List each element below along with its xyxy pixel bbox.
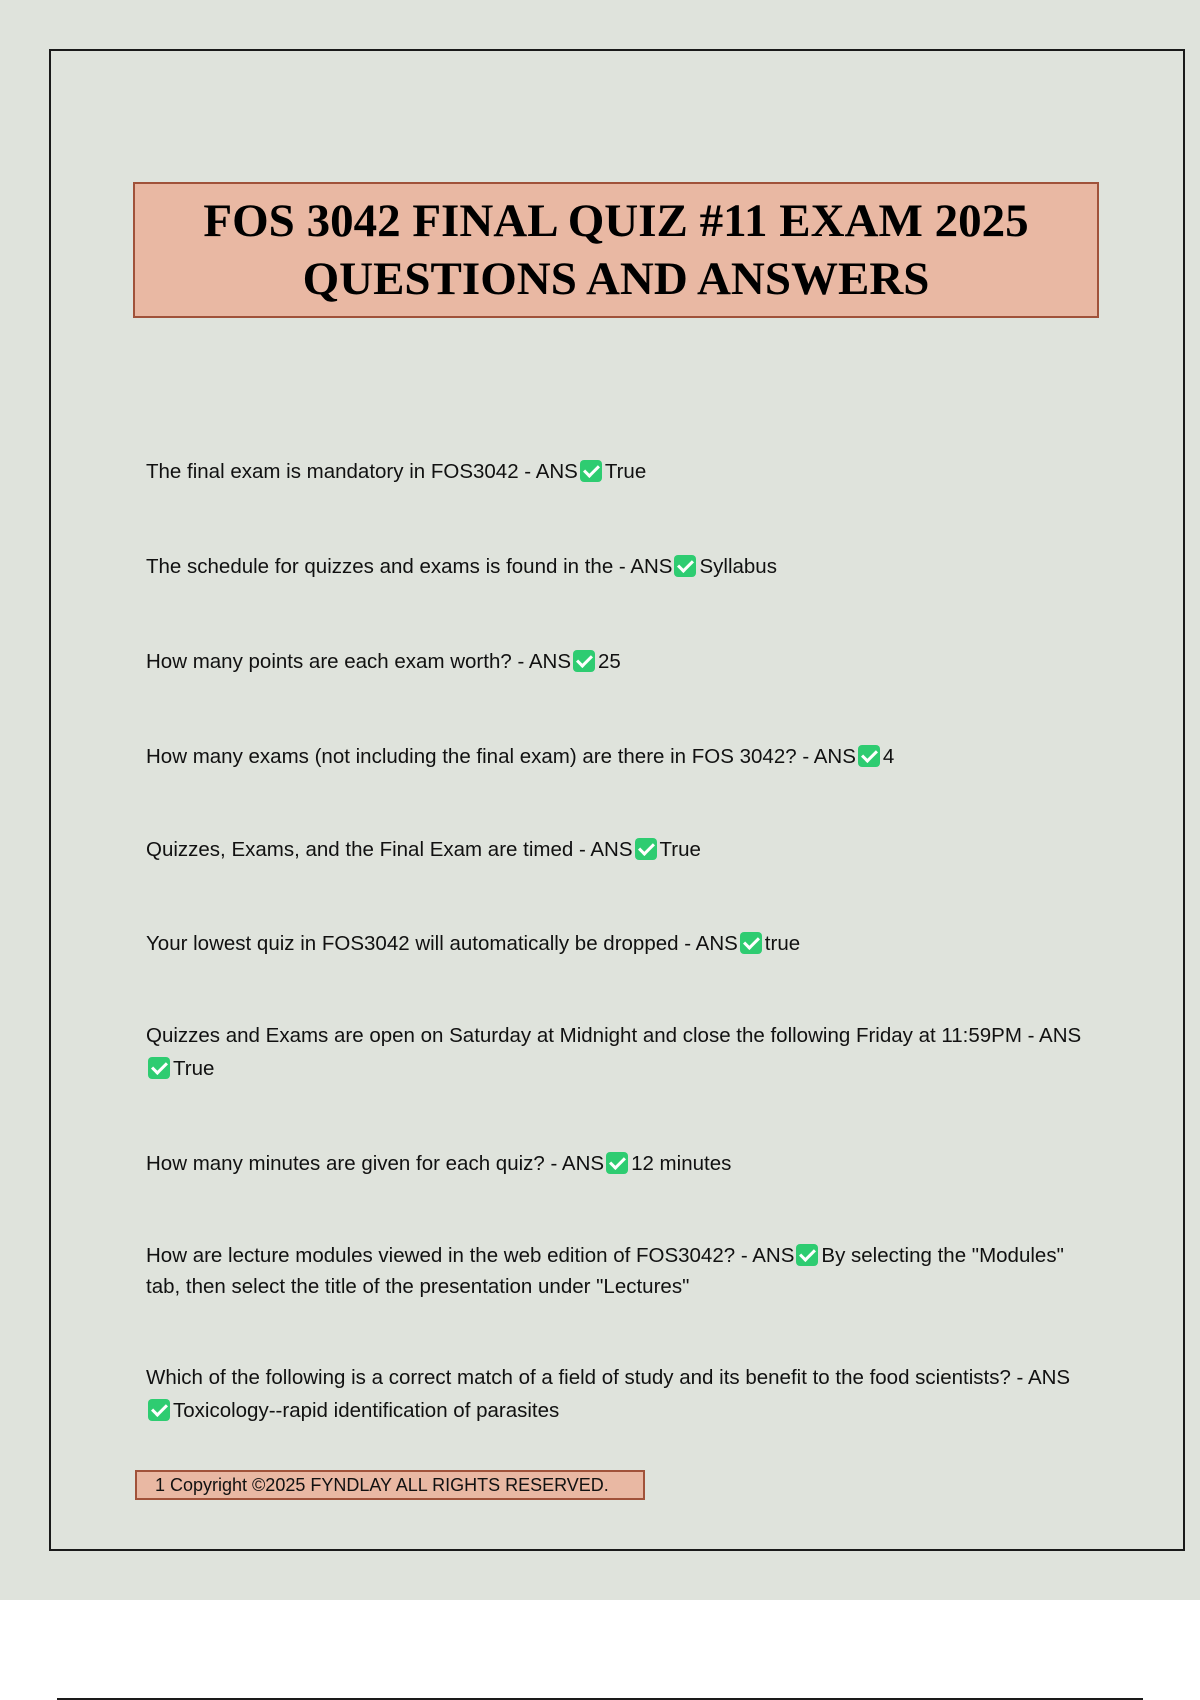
question-text: How many minutes are given for each quiz? - bbox=[146, 1152, 562, 1175]
answer-text: Toxicology--rapid identification of parasites bbox=[173, 1399, 560, 1422]
ans-label: ANS bbox=[752, 1244, 795, 1267]
answer-text: true bbox=[764, 932, 801, 955]
question-text: Your lowest quiz in FOS3042 will automatically be dropped - bbox=[146, 932, 696, 955]
qa-item bbox=[146, 1147, 1096, 1180]
question-text: The schedule for quizzes and exams is found in the - bbox=[146, 555, 631, 578]
ans-label: ANS bbox=[561, 1152, 605, 1175]
ans-label: ANS bbox=[590, 838, 633, 861]
check-box-icon bbox=[674, 555, 696, 577]
ans-label: ANS bbox=[630, 555, 673, 578]
qa-item bbox=[146, 833, 1096, 866]
ans-label: ANS bbox=[695, 932, 738, 955]
qa-item bbox=[146, 1019, 1096, 1085]
copyright-footer: 1 Copyright ©2025 FYNDLAY ALL RIGHTS RESERVED. bbox=[135, 1470, 645, 1500]
question-text: How are lecture modules viewed in the web edition of FOS3042? - bbox=[146, 1244, 753, 1267]
qa-item bbox=[146, 1361, 1096, 1427]
qa-item bbox=[146, 1240, 1096, 1302]
answer-text: 12 minutes bbox=[631, 1152, 732, 1175]
qa-item bbox=[146, 740, 1096, 773]
title-line-1: FOS 3042 FINAL QUIZ #11 EXAM 2025 bbox=[203, 195, 1029, 247]
check-box-icon bbox=[580, 460, 602, 482]
check-box-icon bbox=[148, 1057, 170, 1079]
qa-item bbox=[146, 550, 1096, 583]
check-box-icon bbox=[148, 1399, 170, 1421]
title-banner bbox=[133, 182, 1099, 318]
check-box-icon bbox=[606, 1152, 628, 1174]
check-box-icon bbox=[796, 1244, 818, 1266]
question-text: How many exams (not including the final exam) are there in FOS 3042? - bbox=[146, 745, 814, 768]
check-box-icon bbox=[635, 838, 657, 860]
qa-item bbox=[146, 455, 1096, 488]
answer-text: True bbox=[173, 1057, 215, 1080]
ans-label: ANS bbox=[1039, 1024, 1082, 1047]
question-text: Quizzes and Exams are open on Saturday at Midnight and close the following Friday at 11:59PM - bbox=[146, 1024, 1040, 1047]
answer-text: By selecting the "Modules" tab, then select the title of the presentation under "Lectures" bbox=[146, 1244, 1064, 1298]
answer-text: 25 bbox=[598, 650, 621, 673]
answer-text: True bbox=[604, 460, 647, 483]
check-box-icon bbox=[573, 650, 595, 672]
ans-label: ANS bbox=[1027, 1366, 1071, 1389]
title-line-2: QUESTIONS AND ANSWERS bbox=[302, 253, 930, 305]
question-text: Quizzes, Exams, and the Final Exam are timed - bbox=[146, 838, 591, 861]
question-text: Which of the following is a correct match of a field of study and its benefit to the food scientists? - bbox=[146, 1366, 1028, 1389]
question-text: The final exam is mandatory in FOS3042 - bbox=[146, 460, 536, 483]
answer-text: Syllabus bbox=[699, 555, 777, 578]
ans-label: ANS bbox=[535, 460, 578, 483]
ans-label: ANS bbox=[813, 745, 856, 768]
check-box-icon bbox=[740, 932, 762, 954]
qa-item bbox=[146, 645, 1096, 678]
check-box-icon bbox=[858, 745, 880, 767]
qa-item bbox=[146, 927, 1096, 960]
ans-label: ANS bbox=[528, 650, 571, 673]
answer-text: True bbox=[659, 838, 701, 861]
answer-text: 4 bbox=[882, 745, 895, 768]
question-text: How many points are each exam worth? - bbox=[146, 650, 529, 673]
